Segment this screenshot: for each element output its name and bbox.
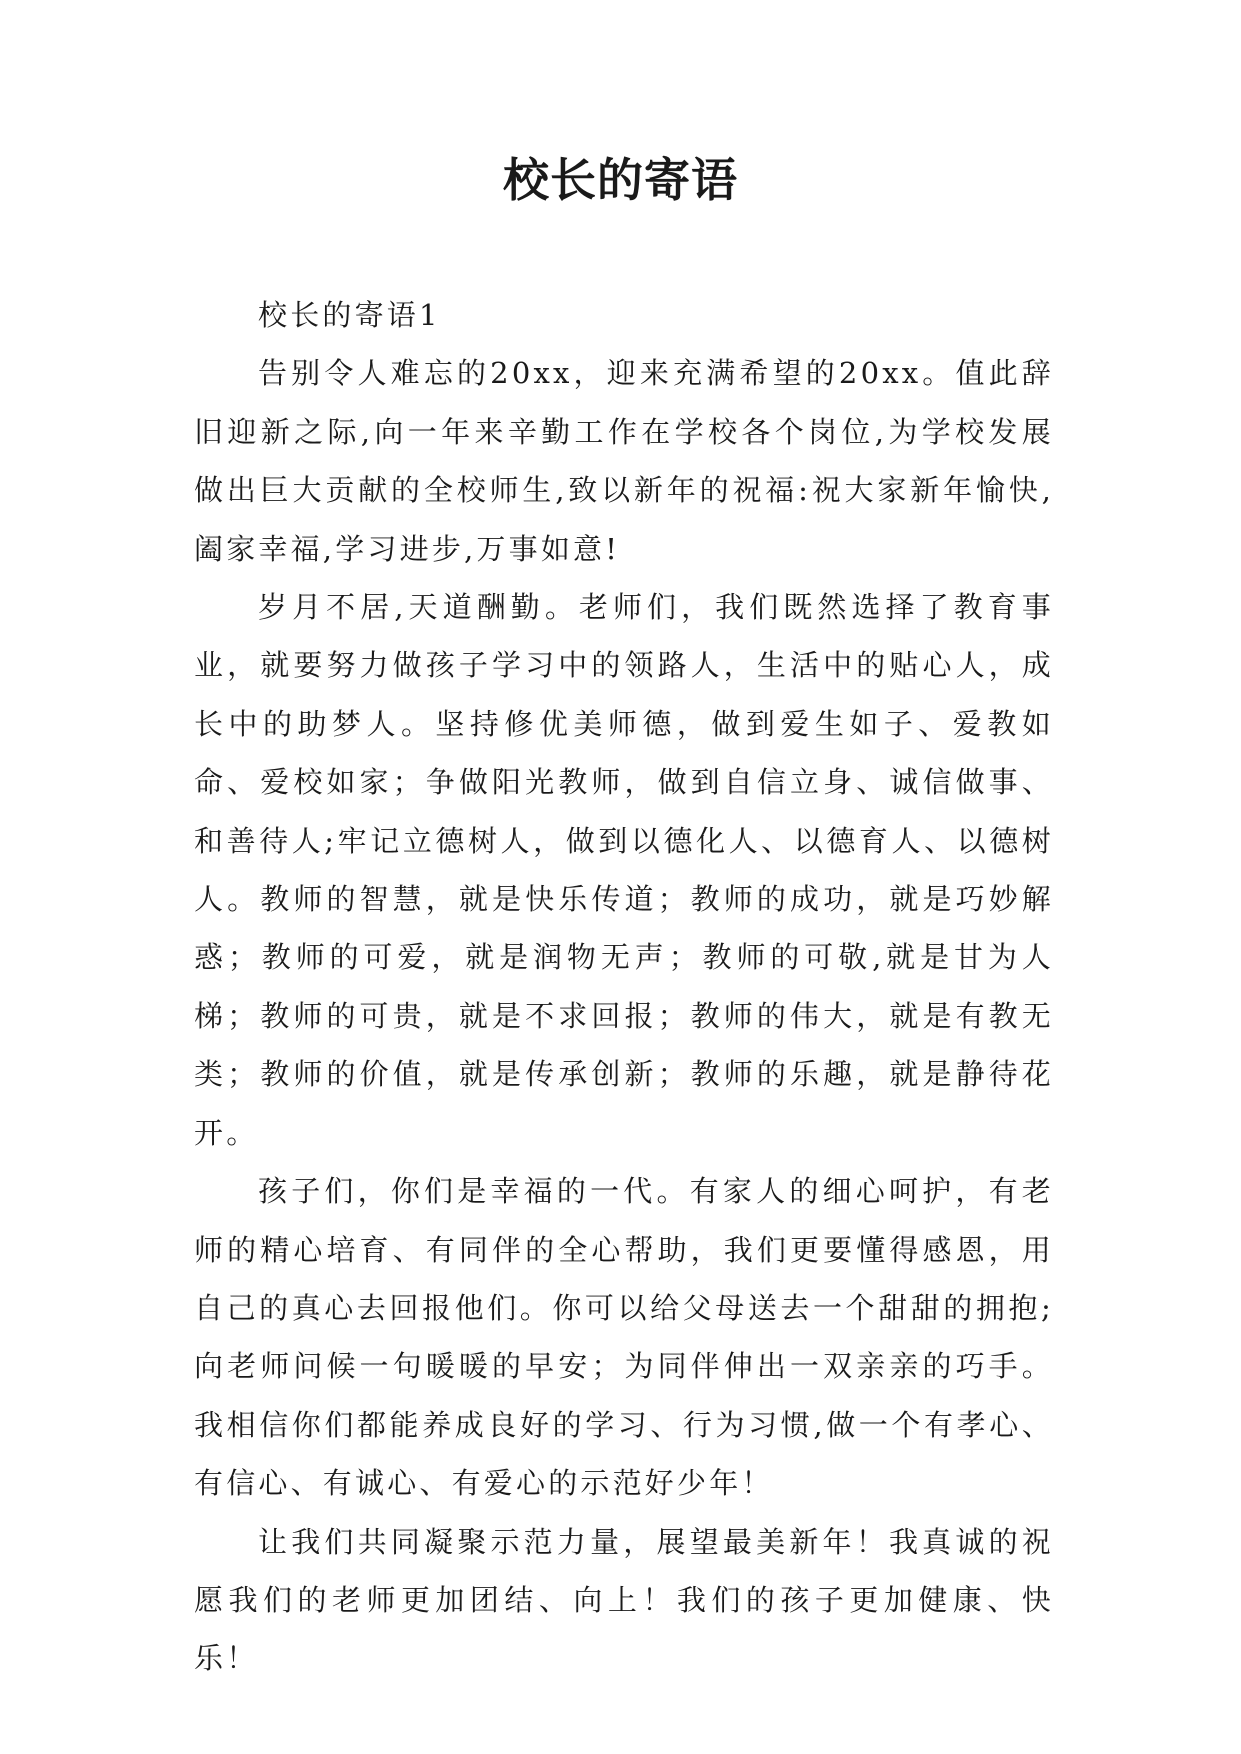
paragraph-new-year-greeting: 告别令人难忘的20xx，迎来充满希望的20xx。值此辞旧迎新之际,向一年来辛勤工作在学校各个岗位,为学校发展做出巨大贡献的全校师生,致以新年的祝福:祝大家新年愉快,阖家幸福,学习进步,万事如意!: [194, 356, 1054, 566]
document-title: 校长的寄语: [503, 153, 738, 207]
section-heading: 校长的寄语1: [258, 298, 441, 332]
paragraph-teachers: 岁月不居,天道酬勤。老师们，我们既然选择了教育事业，就要努力做孩子学习中的领路人，生活中的贴心人，成长中的助梦人。坚持修优美师德，做到爱生如子、爱教如命、爱校如家；争做阳光教师，做到自信立身、诚信做事、和善待人;牢记立德树人，做到以德化人、以德育人、以德树人。教师的智慧，就是快乐传道；教师的成功，就是巧妙解惑；教师的可爱，就是润物无声；教师的可敬,就是甘为人梯；教师的可贵，就是不求回报；教师的伟大，就是有教无类；教师的价值，就是传承创新；教师的乐趣，就是静待花开。: [194, 590, 1054, 1150]
paragraph-closing-wish: 让我们共同凝聚示范力量，展望最美新年！我真诚的祝愿我们的老师更加团结、向上！我们的孩子更加健康、快乐！: [194, 1524, 1054, 1676]
paragraph-students: 孩子们，你们是幸福的一代。有家人的细心呵护，有老师的精心培育、有同伴的全心帮助，我们更要懂得感恩，用自己的真心去回报他们。你可以给父母送去一个甜甜的拥抱;向老师问候一句暖暖的早安；为同伴伸出一双亲亲的巧手。我相信你们都能养成良好的学习、行为习惯,做一个有孝心、有信心、有诚心、有爱心的示范好少年！: [194, 1174, 1054, 1501]
document-body: [194, 286, 1054, 1688]
